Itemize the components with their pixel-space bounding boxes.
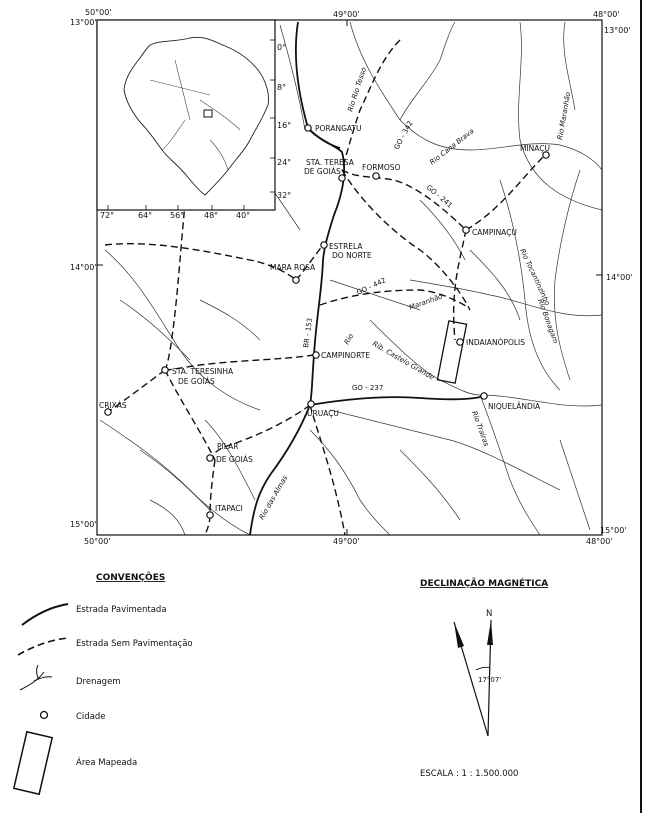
inset-lon-40: 40° (236, 211, 251, 220)
inset-lon-56: 56° (170, 211, 185, 220)
declination-magnetic-arrow-icon (454, 622, 464, 648)
city-marker-itapaci (207, 512, 213, 518)
coord-bottom-left-lat: 15°00' (70, 520, 97, 529)
river-label-trairas: Rio Traíras (470, 409, 491, 448)
coord-top-mid: 49°00' (333, 10, 360, 19)
legend (14, 571, 193, 794)
city-label-de-goias-3: DE GOIÁS (216, 455, 253, 464)
legend-title: CONVENÇÕES (96, 573, 166, 583)
city-marker-sta-teresinha (162, 367, 168, 373)
declination-angle-label: 17°07' (478, 676, 502, 684)
legend-city-icon (41, 712, 48, 719)
city-label-minacu: MINAÇU (520, 144, 551, 153)
city-label-de-goias-1: DE GOIÁS (304, 167, 341, 176)
legend-mapped-area-icon (14, 732, 52, 794)
river-label-maranhao-north: Rio Maranhão (556, 91, 573, 141)
legend-paved-road-icon (22, 604, 68, 625)
city-label-porangatu: PORANGATU (315, 124, 362, 133)
river-label-tesso: Rio Rio Tesso (346, 66, 369, 113)
city-marker-formoso (373, 173, 379, 179)
city-marker-niquelandia (481, 393, 487, 399)
mapped-area-rectangle (437, 321, 466, 383)
coord-mid-left-lat: 14°00' (70, 263, 97, 272)
city-marker-pilar (207, 455, 213, 461)
legend-drainage-icon (20, 665, 52, 690)
river-label-maranhao: Maranhão (407, 292, 444, 312)
coord-inset-lat-top: 13°00' (70, 18, 97, 27)
declination-angle-arc (476, 667, 490, 670)
inset-lat-8: 8° (277, 83, 287, 92)
city-label-sta-teresinha: STA. TERESINHA (172, 367, 234, 376)
coord-bottom-mid: 49°00' (333, 537, 360, 546)
declination-north-arrow-icon (487, 620, 493, 645)
city-marker-uruacu (308, 401, 314, 407)
road-label-go-442: GO - 442 (355, 276, 388, 297)
river-label-cana-brava: Rio Cana Brava (428, 127, 476, 167)
city-marker-porangatu (305, 125, 311, 131)
city-label-sta-teresa: STA. TERESA (306, 158, 354, 167)
legend-label-drainage: Drenagem (76, 677, 121, 687)
city-marker-indaianopolis (457, 339, 463, 345)
legend-label-mapped-area: Área Mapeada (76, 758, 138, 768)
city-label-campinacu: CAMPINAÇU (472, 228, 517, 237)
coord-bottom-left: 50°00' (84, 537, 111, 546)
coord-bottom-right-lat: 15°00' (600, 526, 627, 535)
inset-lat-24: 24° (277, 158, 292, 167)
city-marker-campinorte (313, 352, 319, 358)
inset-frame (97, 20, 275, 210)
inset-lon-48: 48° (204, 211, 219, 220)
legend-label-paved: Estrada Pavimentada (76, 605, 167, 615)
legend-label-unpaved: Estrada Sem Pavimentação (76, 639, 193, 649)
city-label-itapaci: ITAPACI (215, 504, 243, 513)
river-label-tocantinzinho: Rio Tocantinzinho (518, 247, 552, 307)
city-label-pilar: PILAR (217, 442, 239, 451)
city-label-formoso: FORMOSO (362, 163, 401, 172)
city-label-do-norte: DO NORTE (332, 251, 372, 260)
city-label-uruacu: URUAÇU (307, 409, 339, 418)
river-label-bonagam: Rio Bonagam (536, 297, 560, 345)
city-label-niquelandia: NIQUELÂNDIA (488, 402, 541, 411)
coord-top-right-lat: 13°00' (604, 26, 631, 35)
inset-lat-32: 32° (277, 191, 292, 200)
scale-label: ESCALA : 1 : 1.500.000 (420, 769, 519, 779)
road-label-br-153: BR - 153 (302, 317, 315, 349)
coord-top-right: 48°00' (593, 10, 620, 19)
declination-title: DECLINAÇÃO MAGNÉTICA (420, 579, 549, 589)
city-label-indaianopolis: INDAIANÓPOLIS (466, 338, 526, 347)
inset-lat-16: 16° (277, 121, 292, 130)
city-label-mara-rosa: MARA ROSA (270, 263, 316, 272)
legend-unpaved-road-icon (18, 638, 68, 655)
road-label-go-241: GO - 241 (424, 183, 454, 210)
inset-map (97, 20, 291, 220)
river-label-rio: Rio (342, 332, 356, 346)
city-label-crixas: CRIXÁS (99, 401, 127, 410)
road-label-go-237: GO - 237 (352, 384, 384, 392)
coord-mid-right-lat: 14°00' (606, 273, 633, 282)
road-label-go-342: GO - 342 (392, 119, 415, 151)
city-label-campinorte: CAMPINORTE (321, 351, 371, 360)
city-label-estrela: ESTRELA (329, 242, 363, 251)
legend-label-city: Cidade (76, 712, 106, 722)
paved-roads (250, 22, 485, 535)
river-label-das-almas: Rio das Almas (257, 474, 290, 521)
inset-lat-0: 0° (277, 43, 287, 52)
city-marker-campinacu (463, 227, 469, 233)
city-marker-estrela (321, 242, 327, 248)
inset-lon-64: 64° (138, 211, 153, 220)
coord-top-left: 50°00' (85, 8, 112, 17)
inset-lon-72: 72° (100, 211, 115, 220)
magnetic-declination (420, 577, 548, 736)
city-label-de-goias-2: DE GOIÁS (178, 377, 215, 386)
city-marker-mara-rosa (293, 277, 299, 283)
river-label-castelo-grande: Rib. Castelo Grande (371, 339, 436, 382)
coord-bottom-right: 48°00' (586, 537, 613, 546)
river-labels (258, 66, 573, 521)
declination-north-label: N (486, 609, 493, 619)
